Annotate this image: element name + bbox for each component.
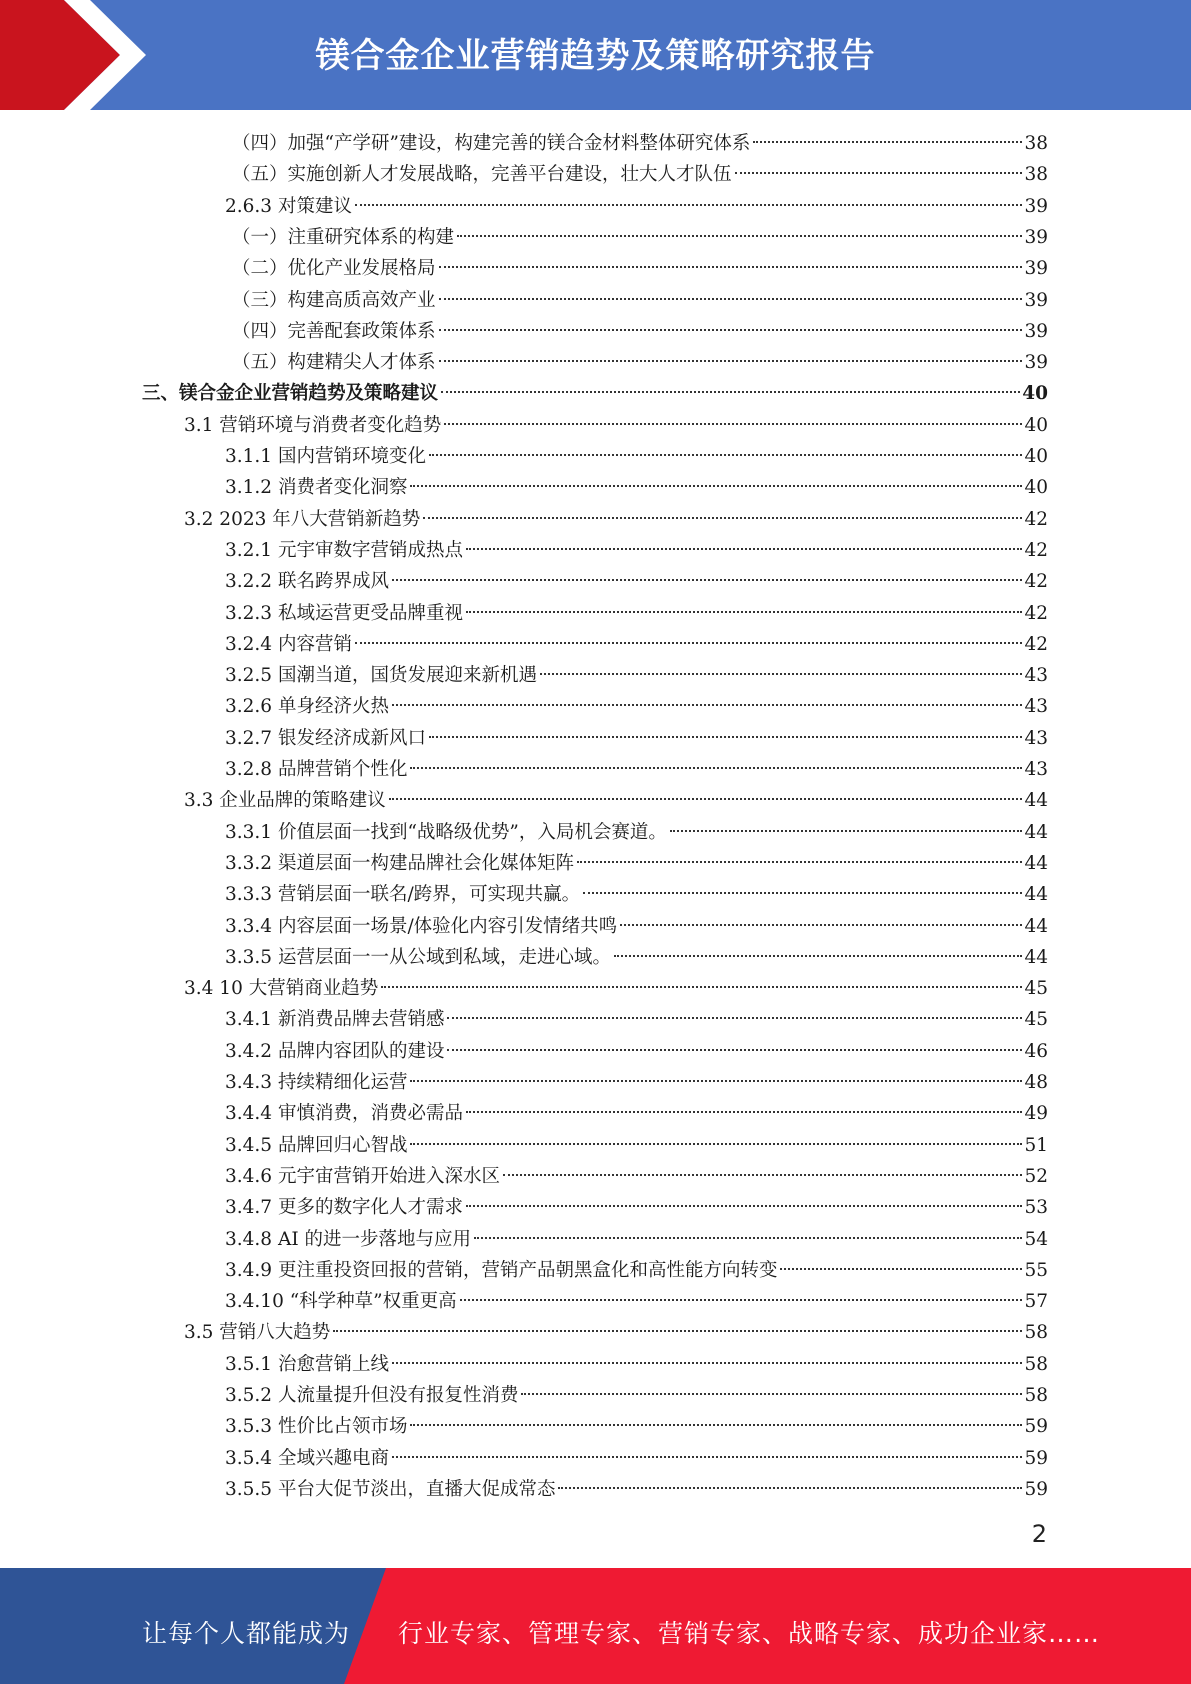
toc-entry[interactable] [225, 723, 1048, 754]
toc-entry-page: 40 [1024, 414, 1048, 436]
toc-dot-leader [444, 423, 1022, 425]
toc-entry-page: 59 [1024, 1416, 1048, 1438]
toc-entry[interactable] [225, 1380, 1048, 1411]
toc-entry-title: 3.2 2023 年八大营销新趋势 [184, 508, 421, 530]
toc-entry[interactable] [225, 1474, 1048, 1505]
toc-entry[interactable] [225, 566, 1048, 597]
toc-dot-leader [392, 704, 1022, 706]
toc-dot-leader [439, 329, 1023, 331]
toc-entry-title: （一）注重研究体系的构建 [232, 226, 455, 248]
toc-entry[interactable] [225, 1098, 1048, 1129]
toc-dot-leader [583, 892, 1022, 894]
toc-entry-title: 3.2.3 私域运营更受品牌重视 [225, 602, 463, 624]
toc-entry-title: （四）加强“产学研”建设，构建完善的镁合金材料整体研究体系 [232, 133, 751, 154]
toc-dot-leader [381, 986, 1022, 988]
toc-entry-page: 42 [1024, 602, 1048, 624]
toc-dot-leader [457, 235, 1022, 237]
toc-dot-leader [410, 1143, 1022, 1145]
toc-dot-leader [439, 266, 1023, 268]
toc-entry-page: 53 [1024, 1197, 1048, 1219]
toc-entry[interactable] [232, 159, 1048, 190]
toc-entry[interactable] [184, 785, 1048, 816]
toc-entry[interactable] [225, 535, 1048, 566]
toc-dot-leader [620, 924, 1022, 926]
toc-entry[interactable] [232, 316, 1048, 347]
toc-entry-page: 42 [1024, 633, 1048, 655]
toc-entry-title: 3.1.2 消费者变化洞察 [225, 477, 408, 499]
toc-dot-leader [460, 1299, 1023, 1301]
toc-entry[interactable] [225, 472, 1048, 503]
toc-entry-title: （三）构建高质高效产业 [232, 289, 436, 311]
toc-dot-leader [558, 1487, 1022, 1489]
toc-entry-page: 51 [1024, 1134, 1048, 1156]
toc-dot-leader [410, 1080, 1022, 1082]
toc-entry-page: 39 [1024, 289, 1048, 311]
toc-entry[interactable] [225, 1130, 1048, 1161]
toc-entry-title: 3.4.10 “科学种草”权重更高 [225, 1291, 457, 1313]
toc-entry-title: 3.2.8 品牌营销个性化 [225, 759, 408, 780]
toc-dot-leader [577, 861, 1022, 863]
toc-entry[interactable] [232, 285, 1048, 316]
toc-entry[interactable] [225, 1255, 1048, 1286]
toc-entry[interactable] [225, 1411, 1048, 1442]
toc-entry-page: 39 [1024, 352, 1048, 374]
toc-entry-page: 42 [1024, 508, 1048, 530]
toc-dot-leader [410, 485, 1022, 487]
toc-entry[interactable] [225, 1067, 1048, 1098]
toc-entry[interactable] [225, 879, 1048, 910]
toc-dot-leader [735, 172, 1023, 174]
toc-dot-leader [441, 391, 1020, 393]
toc-entry-page: 48 [1024, 1072, 1048, 1093]
toc-dot-leader [466, 1205, 1022, 1207]
toc-entry-title: 3.2.7 银发经济成新风口 [225, 727, 426, 749]
toc-entry-page: 39 [1024, 258, 1048, 280]
toc-entry-page: 44 [1024, 915, 1048, 937]
toc-dot-leader [439, 298, 1023, 300]
toc-entry-title: 3.1 营销环境与消费者变化趋势 [184, 414, 442, 436]
toc-entry-page: 44 [1024, 852, 1048, 874]
toc-entry-page: 44 [1024, 821, 1048, 843]
toc-entry-title: （四）完善配套政策体系 [232, 320, 436, 342]
header-title: 镁合金企业营销趋势及策略研究报告 [315, 36, 876, 76]
toc-entry-page: 57 [1024, 1291, 1048, 1313]
toc-entry-page: 45 [1024, 1009, 1048, 1031]
toc-entry-page: 59 [1024, 1478, 1048, 1500]
toc-entry-title: 3.4.8 AI 的进一步落地与应用 [225, 1228, 472, 1250]
page-footer [0, 1568, 1191, 1684]
toc-entry[interactable] [225, 1443, 1048, 1474]
toc-entry-page: 42 [1024, 539, 1048, 561]
toc-dot-leader [447, 1049, 1022, 1051]
toc-entry[interactable] [225, 942, 1048, 973]
toc-dot-leader [447, 1017, 1022, 1019]
toc-entry-title: 3.2.5 国潮当道，国货发展迎来新机遇 [225, 665, 537, 687]
toc-entry[interactable] [225, 1224, 1048, 1255]
toc-entry[interactable] [142, 378, 1048, 409]
toc-entry[interactable] [225, 1004, 1048, 1035]
toc-entry-title: 3.5.3 性价比占领市场 [225, 1416, 408, 1438]
toc-dot-leader [389, 798, 1023, 800]
toc-entry-title: （五）实施创新人才发展战略，完善平台建设，壮大人才队伍 [232, 164, 732, 186]
toc-entry-page: 55 [1024, 1259, 1048, 1281]
toc-entry-title: 3.4.4 审慎消费，消费必需品 [225, 1103, 463, 1125]
toc-entry-title: 3.4.7 更多的数字化人才需求 [225, 1197, 463, 1219]
toc-entry-title: （二）优化产业发展格局 [232, 258, 436, 280]
toc-dot-leader [780, 1268, 1022, 1270]
toc-entry-title: 3.4.3 持续精细化运营 [225, 1072, 408, 1093]
toc-entry-page: 46 [1024, 1040, 1048, 1062]
toc-dot-leader [333, 1330, 1022, 1332]
toc-entry[interactable] [232, 128, 1048, 159]
toc-entry-page: 39 [1024, 226, 1048, 248]
toc-dot-leader [423, 517, 1022, 519]
toc-dot-leader [392, 579, 1022, 581]
toc-entry-title: 3.5.5 平台大促节淡出，直播大促成常态 [225, 1478, 556, 1500]
toc-entry-page: 59 [1024, 1447, 1048, 1469]
toc-entry-page: 38 [1024, 164, 1048, 186]
toc-dot-leader [355, 642, 1023, 644]
toc-entry-title: 3.5.4 全域兴趣电商 [225, 1447, 389, 1469]
toc-entry-title: 3.4.6 元宇宙营销开始进入深水区 [225, 1165, 500, 1187]
toc-entry-title: （五）构建精尖人才体系 [232, 352, 436, 374]
toc-entry-title: 2.6.3 对策建议 [225, 195, 352, 217]
footer-slogan-right: 行业专家、管理专家、营销专家、战略专家、成功企业家…… [398, 1619, 1101, 1648]
toc-entry-title: 3.4.5 品牌回归心智战 [225, 1134, 408, 1156]
toc-entry[interactable] [225, 598, 1048, 629]
toc-entry-title: 3.3.2 渠道层面一构建品牌社会化媒体矩阵 [225, 852, 574, 874]
toc-dot-leader [355, 204, 1023, 206]
toc-entry-page: 44 [1024, 790, 1048, 812]
toc-entry-page: 44 [1024, 884, 1048, 906]
toc-entry-title: 3.3.4 内容层面一场景/体验化内容引发情绪共鸣 [225, 915, 618, 937]
toc-dot-leader [392, 1362, 1022, 1364]
toc-entry-page: 43 [1024, 696, 1048, 718]
toc-dot-leader [474, 1237, 1022, 1239]
toc-entry[interactable] [225, 1036, 1048, 1067]
toc-entry-title: 3.4.2 品牌内容团队的建设 [225, 1040, 445, 1062]
toc-entry[interactable] [184, 1317, 1048, 1348]
toc-entry-page: 38 [1024, 133, 1048, 154]
toc-entry-page: 58 [1024, 1322, 1048, 1344]
toc-entry[interactable] [232, 347, 1048, 378]
toc-dot-leader [466, 548, 1022, 550]
toc-dot-leader [429, 454, 1022, 456]
toc-entry-title: 3.4 10 大营销商业趋势 [184, 978, 379, 1000]
toc-dot-leader [392, 1456, 1022, 1458]
toc-dot-leader [466, 611, 1022, 613]
toc-entry-page: 54 [1024, 1228, 1048, 1250]
toc-dot-leader [540, 673, 1022, 675]
toc-entry[interactable] [184, 410, 1048, 441]
toc-entry-page: 45 [1024, 978, 1048, 1000]
toc-entry-title: 3.3 企业品牌的策略建议 [184, 790, 386, 812]
toc-entry[interactable] [232, 222, 1048, 253]
toc-entry-title: 3.2.4 内容营销 [225, 633, 352, 655]
toc-dot-leader [753, 141, 1022, 143]
page-header [0, 0, 1191, 110]
toc-entry-page: 58 [1024, 1353, 1048, 1375]
toc-dot-leader [466, 1111, 1022, 1113]
toc-entry-page: 40 [1024, 477, 1048, 499]
toc-entry-title: 3.5 营销八大趋势 [184, 1322, 331, 1344]
toc-entry-page: 40 [1024, 446, 1048, 467]
toc-entry[interactable] [225, 660, 1048, 691]
toc-dot-leader [521, 1393, 1022, 1395]
toc-dot-leader [614, 955, 1022, 957]
toc-dot-leader [410, 1424, 1022, 1426]
toc-entry-title: 3.4.1 新消费品牌去营销感 [225, 1009, 445, 1031]
toc-entry[interactable] [225, 441, 1048, 472]
toc-entry-page: 43 [1024, 665, 1048, 687]
toc-entry[interactable] [232, 253, 1048, 284]
toc-entry-page: 44 [1024, 946, 1048, 968]
toc-entry-page: 58 [1024, 1385, 1048, 1406]
toc-entry[interactable] [225, 1161, 1048, 1192]
toc-entry-title: 3.2.1 元宇审数字营销成热点 [225, 539, 463, 561]
toc-entry[interactable] [225, 817, 1048, 848]
toc-entry-page: 39 [1024, 195, 1048, 217]
footer-slogan-left: 让每个人都能成为 [142, 1619, 351, 1648]
toc-entry-title: 3.5.2 人流量提升但没有报复性消费 [225, 1385, 519, 1406]
toc-entry-title: 3.3.1 价值层面一找到“战略级优势”，入局机会赛道。 [225, 821, 667, 843]
toc-entry[interactable] [225, 848, 1048, 879]
toc-entry-page: 39 [1024, 320, 1048, 342]
toc-entry-title: 3.4.9 更注重投资回报的营销，营销产品朝黑盒化和高性能方向转变 [225, 1259, 778, 1281]
toc-entry-page: 43 [1024, 727, 1048, 749]
toc-entry[interactable] [225, 1192, 1048, 1223]
toc-entry[interactable] [184, 973, 1048, 1004]
page-number: 2 [1031, 1520, 1047, 1548]
toc-entry[interactable] [225, 629, 1048, 660]
toc-entry[interactable] [225, 754, 1048, 785]
toc-entry-title: 3.2.6 单身经济火热 [225, 696, 389, 718]
toc-entry-title: 3.3.3 营销层面一联名/跨界，可实现共赢。 [225, 884, 581, 906]
toc-entry-page: 42 [1024, 571, 1048, 593]
toc-entry-page: 52 [1024, 1165, 1048, 1187]
toc-entry-page: 43 [1024, 759, 1048, 780]
toc-dot-leader [503, 1174, 1022, 1176]
toc-dot-leader [410, 767, 1022, 769]
toc-entry-title: 3.3.5 运营层面一一从公域到私域，走进心域。 [225, 946, 611, 968]
toc-entry[interactable] [225, 1349, 1048, 1380]
toc-entry[interactable] [184, 504, 1048, 535]
toc-dot-leader [429, 736, 1022, 738]
toc-entry-page: 49 [1024, 1103, 1048, 1125]
toc-entry[interactable] [225, 191, 1048, 222]
toc-dot-leader [439, 360, 1023, 362]
toc-entry-title: 三、镁合金企业营销趋势及策略建议 [142, 383, 439, 405]
toc-dot-leader [670, 830, 1023, 832]
toc-entry[interactable] [225, 911, 1048, 942]
toc-entry-title: 3.2.2 联名跨界成风 [225, 571, 389, 593]
toc-entry-title: 3.1.1 国内营销环境变化 [225, 446, 426, 467]
toc-entry-title: 3.5.1 治愈营销上线 [225, 1353, 389, 1375]
toc-entry-page: 40 [1022, 383, 1048, 405]
toc-entry[interactable] [225, 691, 1048, 722]
toc-entry[interactable] [225, 1286, 1048, 1317]
